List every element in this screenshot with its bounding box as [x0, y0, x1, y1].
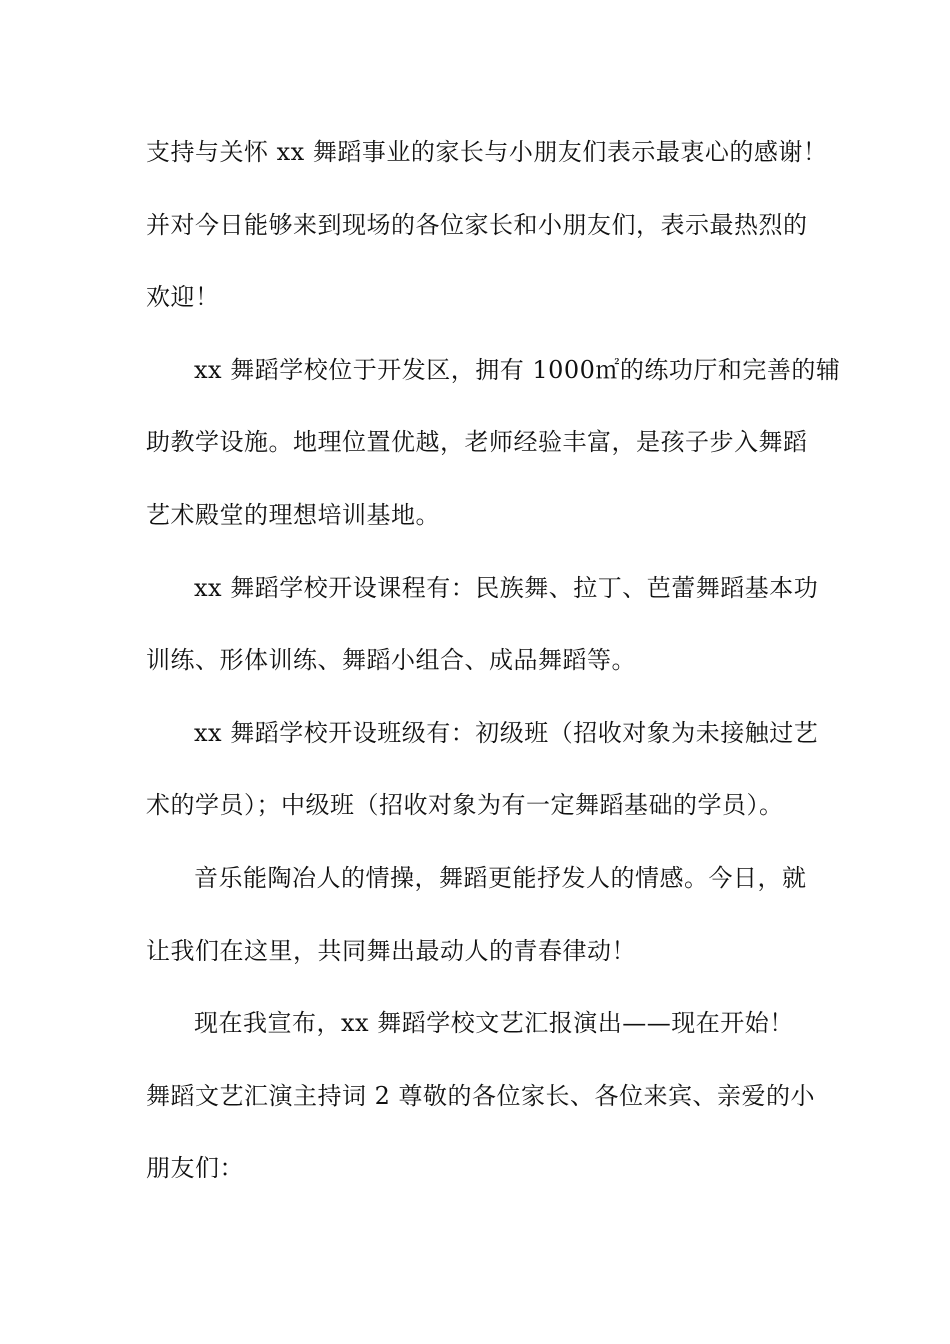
text-line-4: xx 舞蹈学校位于开发区，拥有 1000㎡的练功厅和完善的辅 — [194, 355, 841, 384]
text-line-13: 现在我宣布，xx 舞蹈学校文艺汇报演出——现在开始！ — [194, 1009, 794, 1038]
text-line-1: 支持与关怀 xx 舞蹈事业的家长与小朋友们表示最衷心的感谢！ — [146, 138, 828, 166]
text-line-3: 欢迎！ — [146, 283, 220, 312]
text-line-2: 并对今日能够来到现场的各位家长和小朋友们，表示最热烈的 — [146, 210, 808, 239]
text-line-12: 让我们在这里，共同舞出最动人的青春律动！ — [146, 936, 636, 965]
text-line-6: 艺术殿堂的理想培训基地。 — [146, 500, 440, 529]
text-line-14: 舞蹈文艺汇演主持词 2 尊敬的各位家长、各位来宾、亲爱的小 — [146, 1081, 816, 1110]
text-line-8: 训练、形体训练、舞蹈小组合、成品舞蹈等。 — [146, 646, 636, 675]
text-line-11: 音乐能陶冶人的情操，舞蹈更能抒发人的情感。今日，就 — [194, 863, 807, 892]
text-line-7: xx 舞蹈学校开设课程有：民族舞、拉丁、芭蕾舞蹈基本功 — [194, 573, 819, 602]
text-line-15: 朋友们： — [146, 1154, 244, 1183]
text-line-10: 术的学员）；中级班（招收对象为有一定舞蹈基础的学员）。 — [146, 791, 784, 820]
text-line-5: 助教学设施。地理位置优越，老师经验丰富，是孩子步入舞蹈 — [146, 428, 808, 457]
document-body — [146, 128, 841, 1217]
text-line-9: xx 舞蹈学校开设班级有：初级班（招收对象为未接触过艺 — [194, 718, 819, 747]
